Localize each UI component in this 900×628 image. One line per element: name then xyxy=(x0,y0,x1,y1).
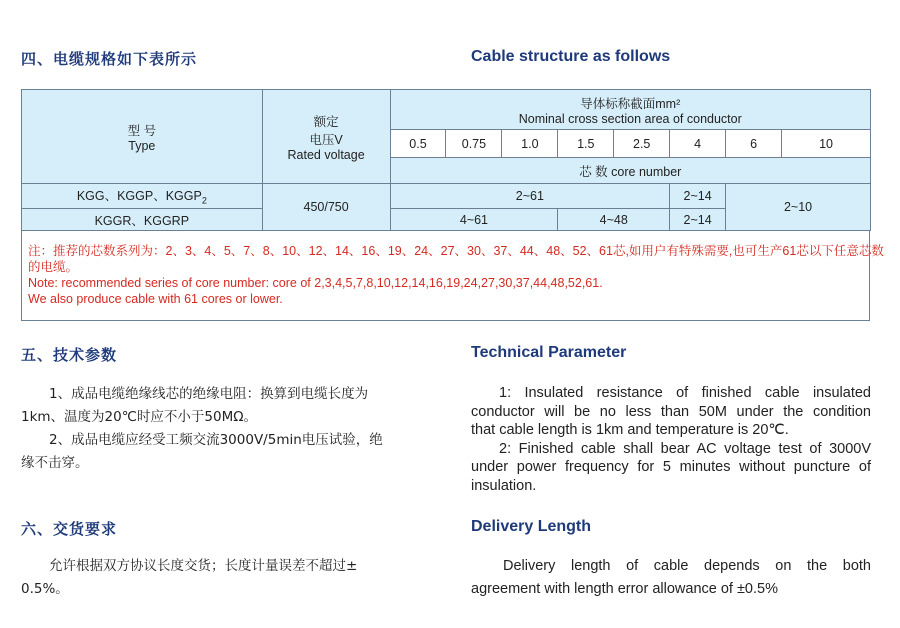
note-line: 的电缆。 xyxy=(28,260,79,274)
cores-cell: 2~10 xyxy=(726,184,871,231)
size-cell: 10 xyxy=(782,130,871,158)
area-header-cn: 导体标称截面mm² xyxy=(580,96,681,111)
size-cell: 2.5 xyxy=(614,130,670,158)
voltage-cell: 450/750 xyxy=(262,184,390,231)
type-header xyxy=(22,90,263,184)
text-line: 1km、温度为20℃时应不小于50MΩ。 xyxy=(21,409,258,425)
cores-cell: 2~14 xyxy=(670,184,726,209)
cores-cell: 2~14 xyxy=(670,209,726,231)
type-cell-kgg xyxy=(22,184,263,209)
area-header-en: Nominal cross section area of conductor xyxy=(518,111,742,126)
type-header-en: Type xyxy=(128,138,156,153)
text-line: 缘不击穿。 xyxy=(21,455,89,471)
voltage-header-cn2: 电压V xyxy=(309,132,343,147)
text-line: that cable length is 1km and temperature is 20℃. xyxy=(471,422,789,438)
note-line: Note: recommended series of core number: core of 2,3,4,5,7,8,10,12,14,16,19,24,27,30,37,44,48,52,61. xyxy=(28,276,603,290)
type-cell-kgg-text: KGG、KGGP、KGGP xyxy=(76,189,202,204)
note-line: We also produce cable with 61 cores or lower. xyxy=(28,292,283,306)
section6-title-en: Delivery Length xyxy=(471,518,592,535)
voltage-header xyxy=(262,90,390,184)
text-line: 0.5%。 xyxy=(21,581,69,597)
text-line: 2、成品电缆应经受工频交流3000V/5min电压试验，绝 xyxy=(49,432,383,448)
type-cell-kgg-sub: 2 xyxy=(201,195,207,206)
type-header-cn: 型 号 xyxy=(127,123,157,138)
section4-title-cn: 四、电缆规格如下表所示 xyxy=(21,50,198,68)
text-line: 允许根据双方协议长度交货；长度计量误差不超过± xyxy=(49,558,358,574)
note-line: 注：推荐的芯数系列为：2、3、4、5、7、8、10、12、14、16、19、24、27、30、37、44、48、52、61芯,如用户有特殊需要,也可生产61芯以下任意芯数 xyxy=(28,244,884,258)
section5-title-en: Technical Parameter xyxy=(471,344,627,361)
section4-title-en: Cable structure as follows xyxy=(471,48,671,65)
size-cell: 1.5 xyxy=(558,130,614,158)
section5-title-cn: 五、技术参数 xyxy=(21,346,118,364)
section6-title-cn: 六、交货要求 xyxy=(21,520,118,538)
section5-text-cn xyxy=(21,383,421,475)
size-cell: 6 xyxy=(726,130,782,158)
text-line: insulation. xyxy=(471,477,537,494)
cores-cell: 2~61 xyxy=(390,184,670,209)
size-cell: 4 xyxy=(670,130,726,158)
cores-cell: 4~61 xyxy=(390,209,558,231)
table-notes xyxy=(21,231,884,321)
size-cell: 0.75 xyxy=(446,130,502,158)
area-header xyxy=(390,90,870,130)
text-line: agreement with length error allowance of ±0.5% xyxy=(471,581,778,597)
text-line: 2: Finished cable shall bear AC voltage test of 3000V xyxy=(499,440,871,457)
text-line: under power frequency for 5 minutes without puncture of xyxy=(471,459,871,475)
voltage-header-en: Rated voltage xyxy=(287,147,365,162)
core-number-header: 芯 数 core number xyxy=(390,158,870,184)
voltage-header-cn: 额定 xyxy=(313,114,339,129)
text-line: Delivery length of cable depends on the both xyxy=(503,558,871,574)
type-cell-kggr: KGGR、KGGRP xyxy=(22,209,263,231)
size-cell: 0.5 xyxy=(390,130,446,158)
section6-text-cn xyxy=(21,555,421,601)
section6-text-en xyxy=(471,555,871,601)
cable-spec-table xyxy=(21,89,871,231)
text-line: 1: Insulated resistance of finished cable insulated xyxy=(499,385,871,401)
size-cell: 1.0 xyxy=(502,130,558,158)
text-line: conductor will be no less than 50M under the condition xyxy=(471,403,871,420)
text-line: 1、成品电缆绝缘线芯的绝缘电阻：换算到电缆长度为 xyxy=(49,386,369,402)
section5-text-en xyxy=(471,384,871,495)
cores-cell: 4~48 xyxy=(558,209,670,231)
